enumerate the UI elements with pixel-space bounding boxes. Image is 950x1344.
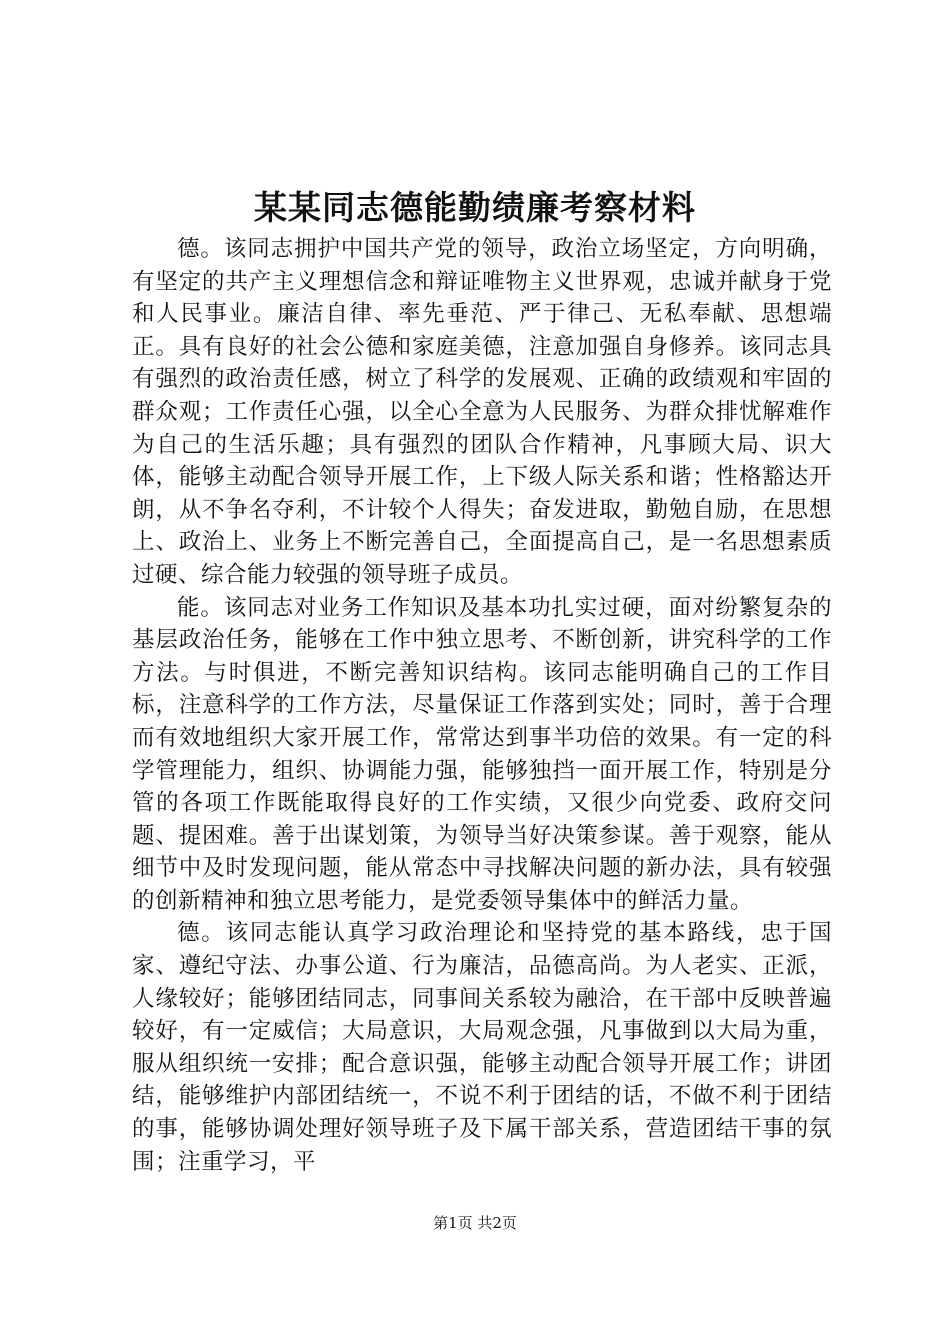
paragraph-de-2: 德。该同志能认真学习政治理论和坚持党的基本路线，忠于国家、遵纪守法、办事公道、行为廉洁，品德高尚。为人老实、正派，人缘较好；能够团结同志，同事间关系较为融洽，在干部中反映普遍较好，有一定威信；大局意识，大局观念强，凡事做到以大局为重，服从组织统一安排；配合意识强，能够主动配合领导开展工作；讲团结，能够维护内部团结统一，不说不利于团结的话，不做不利于团结的事，能够协调处理好领导班子及下属干部关系，营造团结干事的氛围；注重学习，平 [132,920,832,1175]
paragraph-neng: 能。该同志对业务工作知识及基本功扎实过硬，面对纷繁复杂的基层政治任务，能够在工作中独立思考、不断创新，讲究科学的工作方法。与时俱进，不断完善知识结构。该同志能明确自己的工作目标，注意科学的工作方法，尽量保证工作落到实处；同时，善于合理而有效地组织大家开展工作，常常达到事半功倍的效果。有一定的科学管理能力，组织、协调能力强，能够独挡一面开展工作，特别是分管的各项工作既能取得良好的工作实绩，又很少向党委、政府交问题、提困难。善于出谋划策，为领导当好决策参谋。善于观察，能从细节中及时发现问题，能从常态中寻找解决问题的新办法，具有较强的创新精神和独立思考能力，是党委领导集体中的鲜活力量。 [132,594,832,914]
page-title: 某某同志德能勤绩廉考察材料 [254,188,696,227]
page-footer [0,1213,950,1233]
page-number: 第1页 共2页 [433,1214,517,1232]
document-body [132,233,832,1178]
paragraph-de: 德。该同志拥护中国共产党的领导，政治立场坚定，方向明确，有坚定的共产主义理想信念和辩证唯物主义世界观，忠诚并献身于党和人民事业。廉洁自律、率先垂范、严于律己、无私奉献、思想端正。具有良好的社会公德和家庭美德，注意加强自身修养。该同志具有强烈的政治责任感，树立了科学的发展观、正确的政绩观和牢固的群众观；工作责任心强，以全心全意为人民服务、为群众排忧解难作为自己的生活乐趣；具有强烈的团队合作精神，凡事顾大局、识大体，能够主动配合领导开展工作，上下级人际关系和谐；性格豁达开朗，从不争名夺利，不计较个人得失；奋发进取，勤勉自励，在思想上、政治上、业务上不断完善自己，全面提高自己，是一名思想素质过硬、综合能力较强的领导班子成员。 [132,236,832,588]
